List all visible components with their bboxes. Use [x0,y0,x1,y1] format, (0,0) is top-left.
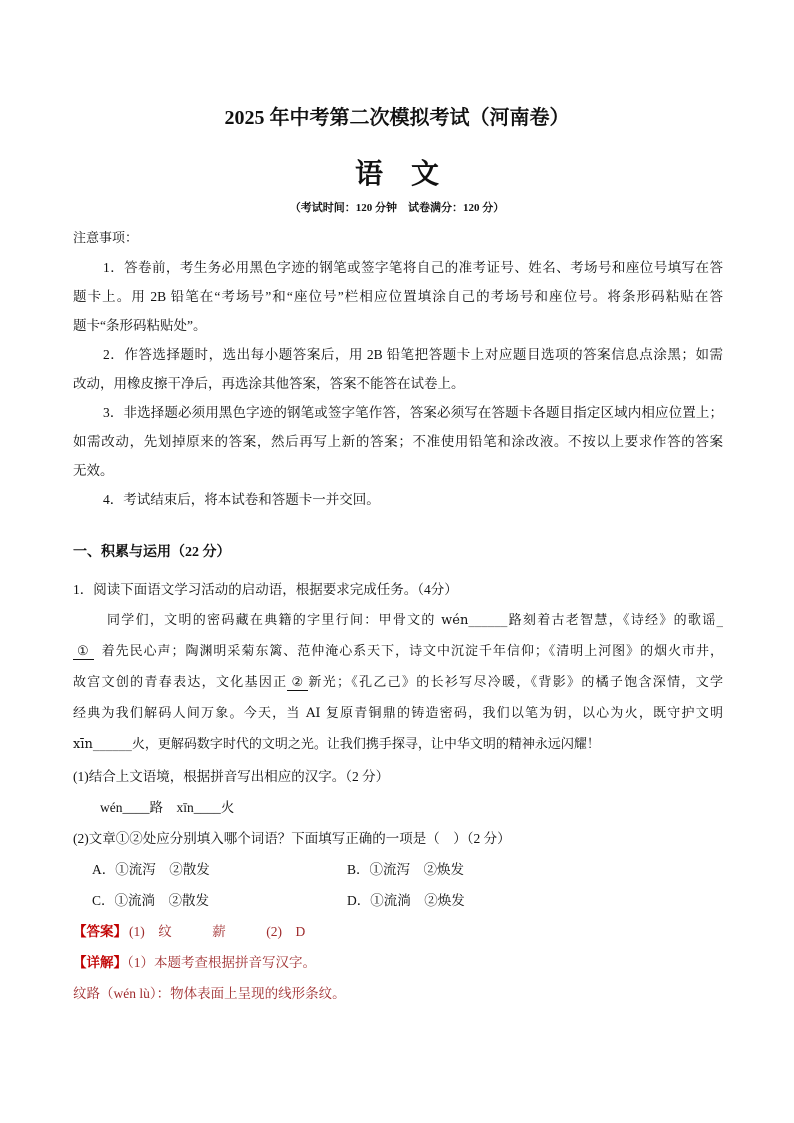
notice-line: 改动，用橡皮擦干净后，再选涂其他答案，答案不能答在试卷上。 [73,376,465,391]
detail-note: 纹路（wén lù）：物体表面上呈现的线形条纹。 [73,986,346,1001]
detail-text: （1）本题考查根据拼音写汉字。 [127,955,316,970]
notice-heading: 注意事项： [73,230,139,245]
passage-line [73,667,723,698]
exam-info: （考试时间：120 分钟 试卷满分：120 分） [289,202,505,214]
reading-passage [73,605,723,760]
notice-line: 3．非选择题必须用黑色字迹的钢笔或签字笔作答，答案必须写在答题卡各题目指定区域内相应位置上； [103,405,723,420]
notice-line: 如需改动，先划掉原来的答案，然后再写上新的答案；不准使用铅笔和涂改液。不按以上要求作答的答案 [73,434,723,449]
subject-title: 语 文 [354,159,439,190]
notice-line: 题卡“条形码粘贴处”。 [73,318,207,333]
options-row [73,854,723,885]
blank-1: ① [73,644,94,660]
notice-body [73,253,723,514]
section-heading: 一、积累与运用（22 分） [73,545,231,560]
passage-text: 新光；《孔乙己》的长衫写尽冷暖，《背影》的橘子饱含深情，文学 [308,675,723,690]
sub-question-1-prompt: (1)结合上文语境，根据拼音写出相应的汉字。（2 分） [73,769,390,784]
passage-line [73,636,723,667]
exam-title: 2025 年中考第二次模拟考试（河南卷） [224,107,570,129]
notice-line: 1．答卷前，考生务必用黑色字迹的钢笔或签字笔将自己的准考证号、姓名、考场号和座位号填写在答 [103,260,723,275]
notice-line: 无效。 [73,463,114,478]
notice-line: 4．考试结束后，将本试卷和答题卡一并交回。 [103,492,380,507]
passage-text: 着先民心声；陶渊明采菊东篱、范仲淹心系天下，诗文中沉淀千年信仰；《清明上河图》的烟火市井， [101,644,723,659]
question-1-prompt: 1．阅读下面语文学习活动的启动语，根据要求完成任务。（4分） [73,582,458,597]
option-c: C．①流淌 ②散发 [92,893,210,908]
pinyin-fill-line: wén____路 xīn____火 [100,800,235,815]
notice-line: 2．作答选择题时，选出每小题答案后，用 2B 铅笔把答题卡上对应题目选项的答案信息点涂黑；如需 [103,347,723,362]
option-b: B．①流泻 ②焕发 [347,862,465,877]
blank-2: ② [287,675,308,691]
detail-label: 【详解】 [73,955,127,970]
detail-line [73,947,723,978]
passage-text: 故宫文创的青春表达，文化基因正 [73,675,288,690]
passage-line: xīn______火，更解码数字时代的文明之光。让我们携手探寻，让中华文明的精神永远闪耀！ [73,737,600,752]
answer-line [73,916,723,947]
passage-line: 同学们，文明的密码藏在典籍的字里行间：甲骨文的 wén______路刻着古老智慧，《诗经》的歌谣_ [107,613,723,628]
sub-question-2-prompt: (2)文章①②处应分别填入哪个词语？下面填写正确的一项是（ ）（2 分） [73,831,511,846]
options-row [73,885,723,916]
notice-line: 题卡上。用 2B 铅笔在“考场号”和“座位号”栏相应位置填涂自己的考场号和座位号。将条形码粘贴在答 [73,289,723,304]
option-d: D．①流淌 ②焕发 [347,893,465,908]
answer-text: (1) 纹 薪 (2) D [129,924,306,939]
answer-label: 【答案】 [73,924,127,939]
option-a: A．①流泻 ②散发 [92,862,210,877]
passage-line: 经典为我们解码人间万象。今天，当 AI 复原青铜鼎的铸造密码，我们以笔为钥，以心为火，既守护文明 [73,706,723,721]
question-1-body [73,761,723,1009]
